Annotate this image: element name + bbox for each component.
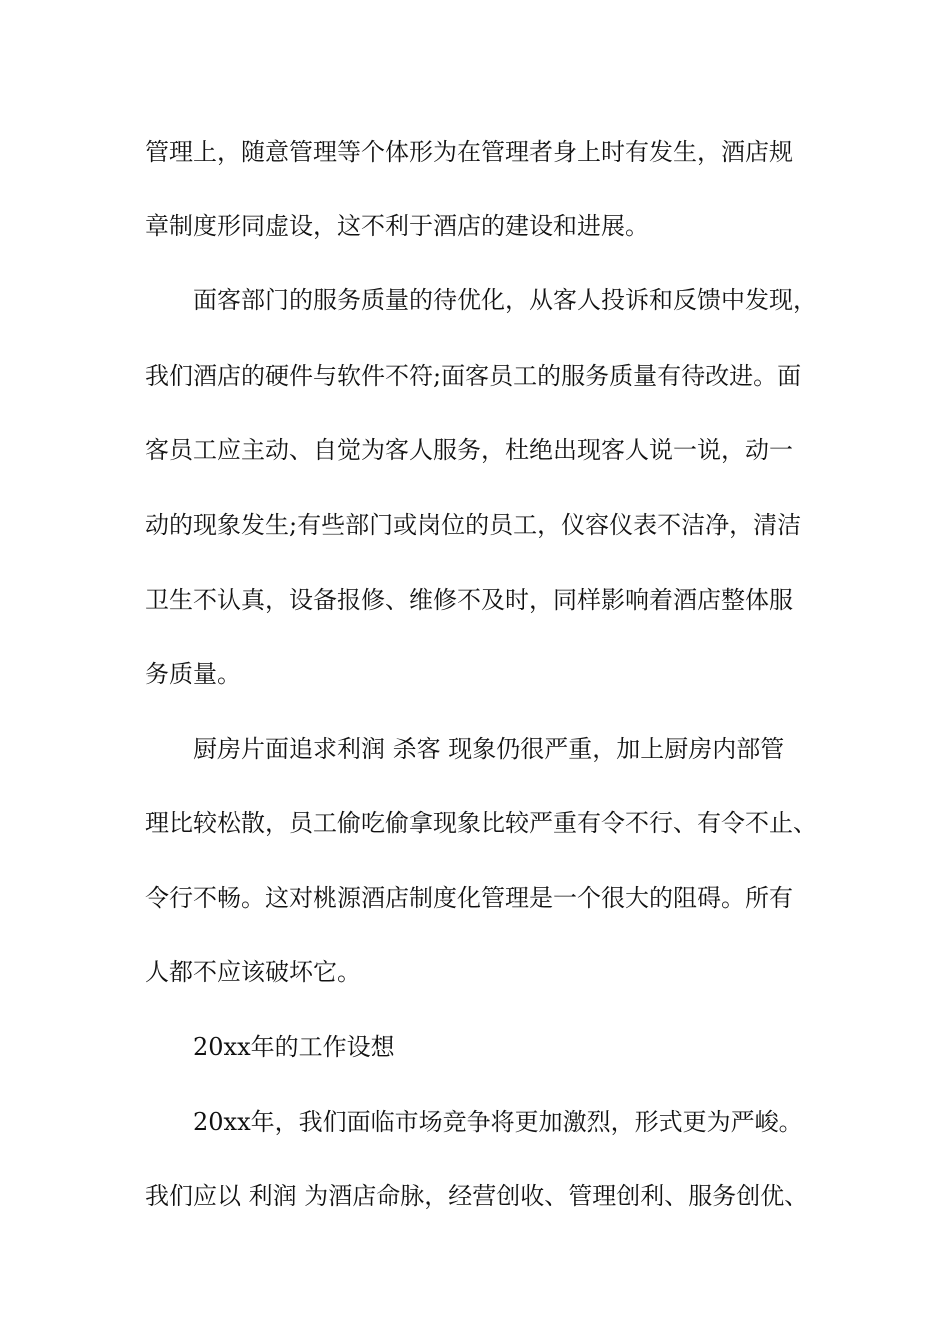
text-line: 令行不畅。这对桃源酒店制度化管理是一个很大的阻碍。所有 <box>145 884 793 912</box>
text-line: 客员工应主动、自觉为客人服务，杜绝出现客人说一说，动一 <box>145 436 793 464</box>
paragraph-start-line: 20xx年，我们面临市场竞争将更加激烈，形式更为严峻。 <box>193 1108 803 1136</box>
paragraph-start-line: 厨房片面追求利润 杀客 现象仍很严重，加上厨房内部管 <box>193 735 785 763</box>
text-line: 人都不应该破坏它。 <box>145 958 361 986</box>
text-line: 管理上，随意管理等个体形为在管理者身上时有发生，酒店规 <box>145 138 793 166</box>
text-line: 我们酒店的硬件与软件不符;面客员工的服务质量有待改进。面 <box>145 362 802 390</box>
paragraph-start-line: 面客部门的服务质量的待优化，从客人投诉和反馈中发现， <box>193 286 817 314</box>
text-line: 我们应以 利润 为酒店命脉，经营创收、管理创利、服务创优、 <box>145 1182 809 1210</box>
text-line: 务质量。 <box>145 660 241 688</box>
text-line: 章制度形同虚设，这不利于酒店的建设和进展。 <box>145 212 649 240</box>
section-heading: 20xx年的工作设想 <box>193 1033 395 1061</box>
text-line: 卫生不认真，设备报修、维修不及时，同样影响着酒店整体服 <box>145 586 793 614</box>
text-line: 理比较松散，员工偷吃偷拿现象比较严重有令不行、有令不止、 <box>145 809 817 837</box>
text-line: 动的现象发生;有些部门或岗位的员工，仪容仪表不洁净，清洁 <box>145 511 802 539</box>
